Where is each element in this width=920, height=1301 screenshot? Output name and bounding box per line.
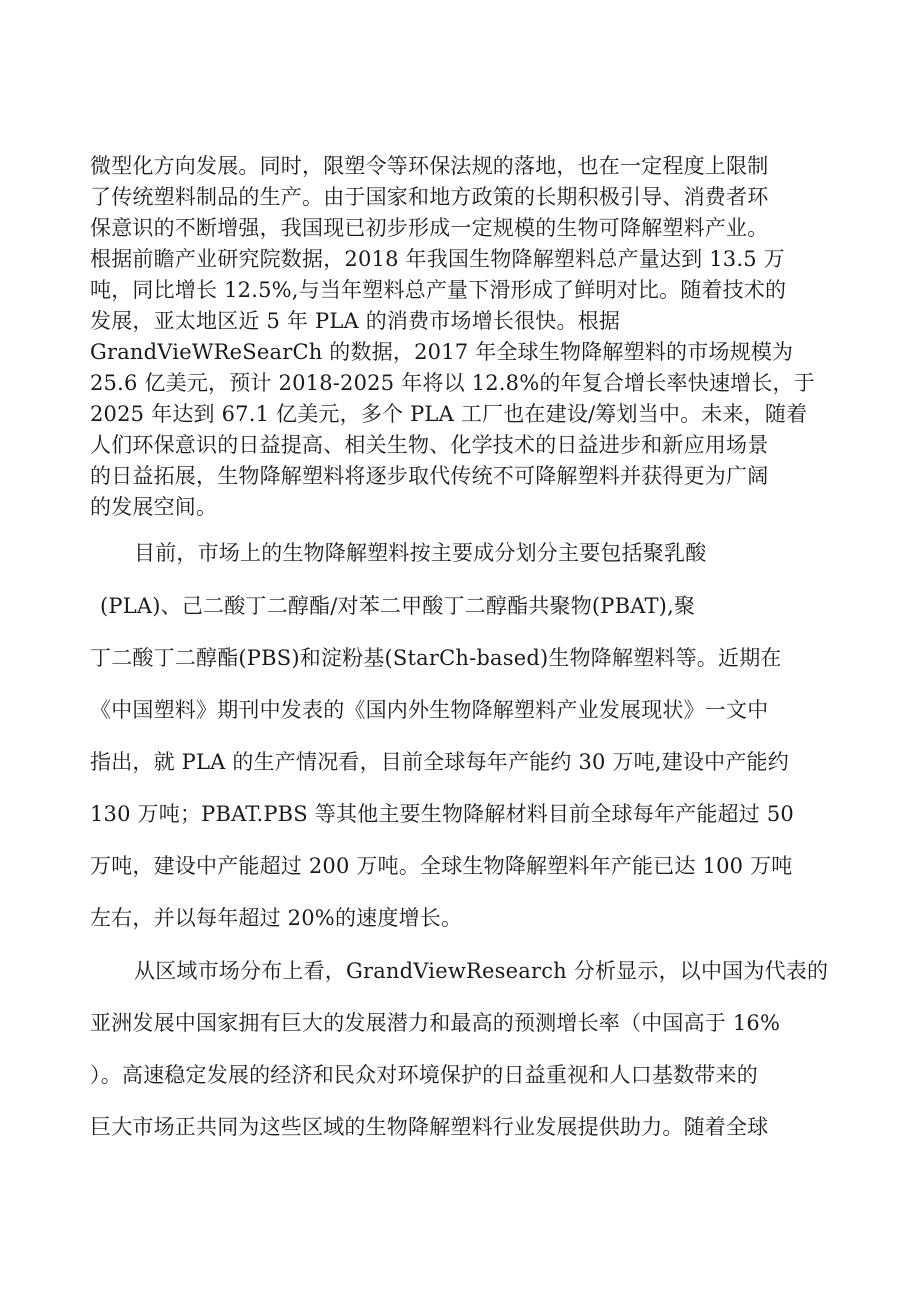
text-line: 根据前瞻产业研究院数据，2018 年我国生物降解塑料总产量达到 13.5 万: [90, 247, 785, 271]
text-line: 微型化方向发展。同时，限塑令等环保法规的落地，也在一定程度上限制: [90, 154, 769, 178]
text-line: 130 万吨；PBAT.PBS 等其他主要生物降解材料目前全球每年产能超过 50: [90, 802, 794, 826]
text-line: ）。高速稳定发展的经济和民众对环境保护的日益重视和人口基数带来的: [90, 1063, 758, 1087]
text-line: 左右，并以每年超过 20%的速度增长。: [90, 906, 463, 930]
text-line: GrandVieWReSearCh 的数据，2017 年全球生物降解塑料的市场规模为: [90, 340, 794, 364]
text-line: 保意识的不断增强，我国现已初步形成一定规模的生物可降解塑料产业。: [90, 216, 769, 240]
text-line: 2025 年达到 67.1 亿美元，多个 PLA 工厂也在建设/筹划当中。未来，随着: [90, 402, 808, 426]
text-line: 亚洲发展中国家拥有巨大的发展潜力和最高的预测增长率（中国高于 16%: [90, 1011, 781, 1035]
text-line: 吨，同比增长 12.5%,与当年塑料总产量下滑形成了鲜明对比。随着技术的: [90, 278, 787, 302]
text-line: 丁二酸丁二醇酯(PBS)和淀粉基(StarCh-based)生物降解塑料等。近期在: [90, 646, 782, 670]
text-line: 了传统塑料制品的生产。由于国家和地方政策的长期积极引导、消费者环: [90, 185, 769, 209]
text-line: 人们环保意识的日益提高、相关生物、化学技术的日益进步和新应用场景: [90, 433, 769, 457]
text-line: 巨大市场正共同为这些区域的生物降解塑料行业发展提供助力。随着全球: [90, 1115, 769, 1139]
text-line: 发展，亚太地区近 5 年 PLA 的消费市场增长很快。根据: [90, 309, 621, 333]
text-line: 指出，就 PLA 的生产情况看，目前全球每年产能约 30 万吨,建设中产能约: [90, 750, 789, 774]
text-line: 万吨，建设中产能超过 200 万吨。全球生物降解塑料年产能已达 100 万吨: [90, 854, 793, 878]
text-line: 的日益拓展，生物降解塑料将逐步取代传统不可降解塑料并获得更为广阔: [90, 464, 769, 488]
paragraph-first-line: 从区域市场分布上看，GrandViewResearch 分析显示，以中国为代表的: [134, 959, 829, 983]
text-line: (PLA)、己二酸丁二醇酯/对苯二甲酸丁二醇酯共聚物(PBAT),聚: [100, 594, 696, 618]
text-line: 25.6 亿美元，预计 2018-2025 年将以 12.8%的年复合增长率快速增长，于: [90, 371, 815, 395]
paragraph-first-line: 目前，市场上的生物降解塑料按主要成分划分主要包括聚乳酸: [134, 541, 707, 565]
text-line: 《中国塑料》期刊中发表的《国内外生物降解塑料产业发展现状》一文中: [90, 698, 769, 722]
text-line: 的发展空间。: [90, 495, 218, 519]
